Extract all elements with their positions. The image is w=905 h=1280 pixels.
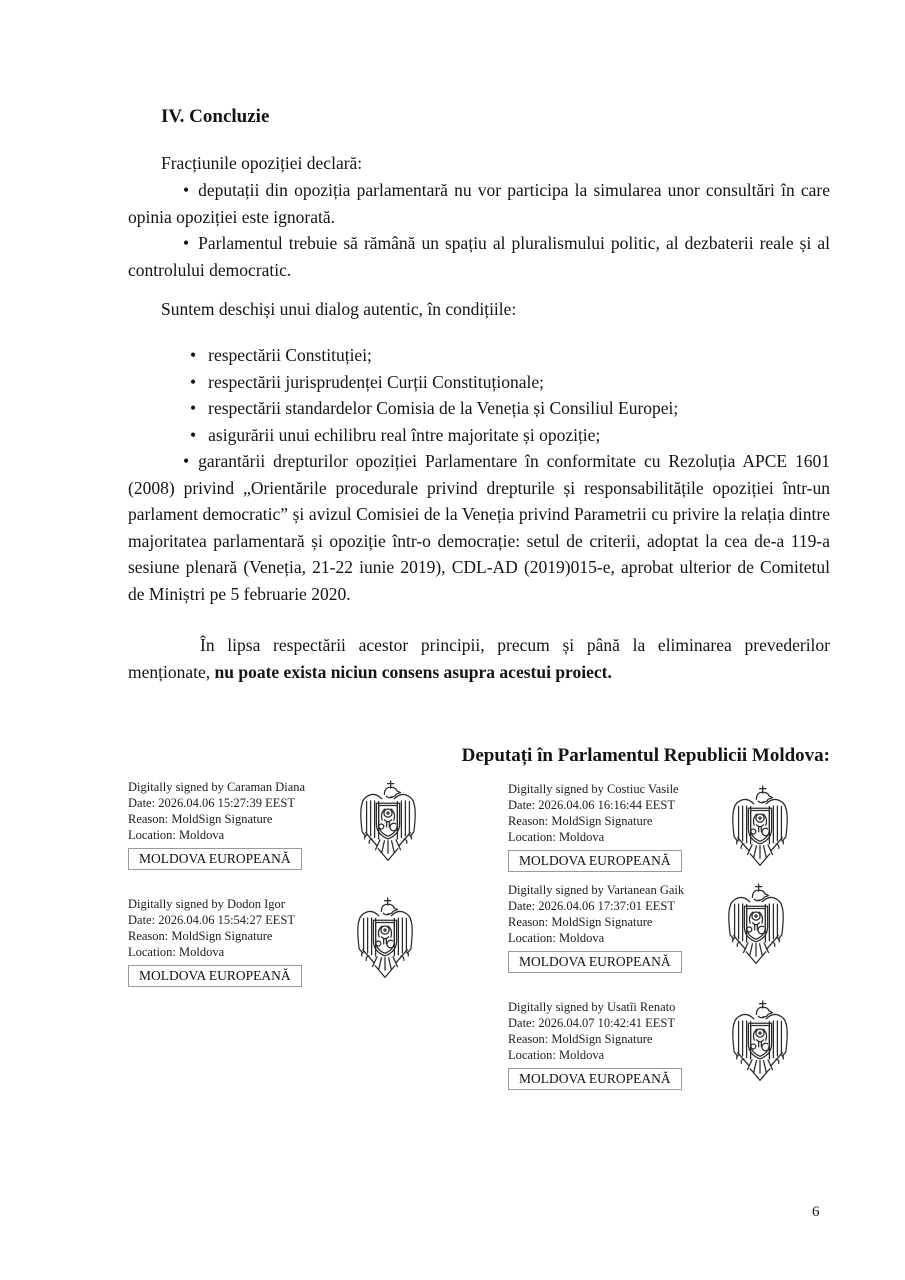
closing-paragraph: [128, 632, 830, 685]
declare-intro-paragraph: Fracțiunile opoziției declară:: [161, 153, 363, 173]
signature-signer: Digitally signed by Vartanean Gaik: [508, 883, 685, 897]
bullet-icon: •: [190, 398, 197, 419]
signature-location: Location: Moldova: [508, 1048, 605, 1062]
section-heading: IV. Concluzie: [161, 106, 270, 127]
signature-signer: Digitally signed by Costiuc Vasile: [508, 782, 679, 796]
moldova-coat-of-arms-icon: [723, 879, 789, 971]
signature-date: Date: 2026.04.06 16:16:44 EEST: [508, 798, 675, 812]
signature-block-caraman-diana: [128, 779, 388, 870]
signature-location: Location: Moldova: [128, 945, 225, 959]
conditions-list: [128, 342, 830, 448]
condition-item: [128, 369, 830, 396]
signature-badge: MOLDOVA EUROPEANĂ: [508, 951, 682, 973]
signature-badge: MOLDOVA EUROPEANĂ: [508, 1068, 682, 1090]
guarantee-bullet-text: garantării drepturilor opoziției Parlamentare în conformitate cu Rezoluția APCE 1601 (2008) privind „Orientările procedurale privind drepturile și responsabilitățile opoziției într-un parlament democratic” și avizul Comisiei de la Veneția privind Parametrii cu privire la relația dintre majoritatea parlamentară și opoziție într-o democrație: setul de criterii, adoptat la cea de-a 119-a sesiune plenară (Veneția, 21-22 iunie 2019), CDL-AD (2019)015-e, aprobat ulterior de Comitetul de Miniștri pe 5 februarie 2020.: [128, 451, 830, 604]
moldova-coat-of-arms-icon: [727, 781, 793, 873]
moldova-coat-of-arms-icon: [355, 776, 421, 868]
declare-bullet-2-text: Parlamentul trebuie să rămână un spațiu al pluralismului politic, al dezbaterii reale și al controlului democratic.: [128, 233, 830, 280]
signature-date: Date: 2026.04.06 17:37:01 EEST: [508, 899, 675, 913]
condition-item: [128, 395, 830, 422]
condition-item-text: asigurării unui echilibru real între majoritate și opoziție;: [208, 424, 601, 445]
bullet-icon: •: [183, 451, 190, 471]
declare-bullet-1: [128, 177, 830, 230]
bullet-icon: •: [183, 180, 190, 200]
signature-location: Location: Moldova: [508, 931, 605, 945]
signature-badge: MOLDOVA EUROPEANĂ: [508, 850, 682, 872]
signature-signer: Digitally signed by Caraman Diana: [128, 780, 306, 794]
signature-block-dodon-igor: [128, 896, 388, 987]
bullet-icon: •: [190, 345, 197, 365]
guarantee-bullet-paragraph: [128, 448, 830, 608]
moldova-coat-of-arms-icon: [727, 996, 793, 1088]
declare-bullet-2: [128, 230, 830, 283]
bullet-icon: •: [190, 371, 197, 392]
signature-date: Date: 2026.04.06 15:27:39 EEST: [128, 796, 295, 810]
condition-item: [128, 342, 830, 369]
moldova-coat-of-arms-icon: [352, 893, 418, 985]
signature-date: Date: 2026.04.06 15:54:27 EEST: [128, 913, 295, 927]
page-number: 6: [812, 1204, 820, 1220]
signature-reason: Reason: MoldSign Signature: [508, 1032, 653, 1046]
signature-reason: Reason: MoldSign Signature: [508, 915, 653, 929]
signatures-heading: Deputați în Parlamentul Republicii Moldova:: [461, 745, 830, 766]
bullet-icon: •: [190, 424, 197, 445]
condition-item: [128, 422, 830, 449]
closing-text-bold: nu poate exista niciun consens asupra acestui proiect.: [214, 661, 612, 682]
declare-bullet-1-text: deputații din opoziția parlamentară nu vor participa la simularea unor consultări în care opinia opoziției este ignorată.: [128, 180, 830, 227]
signature-reason: Reason: MoldSign Signature: [128, 812, 273, 826]
signature-signer: Digitally signed by Usatîi Renato: [508, 1000, 676, 1014]
signature-reason: Reason: MoldSign Signature: [508, 814, 653, 828]
condition-item-text: respectării jurisprudenței Curții Constituționale;: [208, 371, 544, 392]
signature-badge: MOLDOVA EUROPEANĂ: [128, 848, 302, 870]
dialog-intro-paragraph: Suntem deschiși unui dialog autentic, în condițiile:: [161, 299, 517, 319]
signature-reason: Reason: MoldSign Signature: [128, 929, 273, 943]
condition-item-text: respectării standardelor Comisia de la Veneția și Consiliul Europei;: [208, 398, 679, 419]
condition-item-text: respectării Constituției;: [208, 345, 372, 365]
bullet-icon: •: [183, 233, 190, 253]
signature-badge: MOLDOVA EUROPEANĂ: [128, 965, 302, 987]
signature-location: Location: Moldova: [508, 830, 605, 844]
signature-location: Location: Moldova: [128, 828, 225, 842]
signature-signer: Digitally signed by Dodon Igor: [128, 897, 285, 911]
signature-date: Date: 2026.04.07 10:42:41 EEST: [508, 1016, 675, 1030]
closing-text-normal: În lipsa respectării acestor principii, precum și până la eliminarea prevederilor menționate,: [128, 635, 830, 682]
